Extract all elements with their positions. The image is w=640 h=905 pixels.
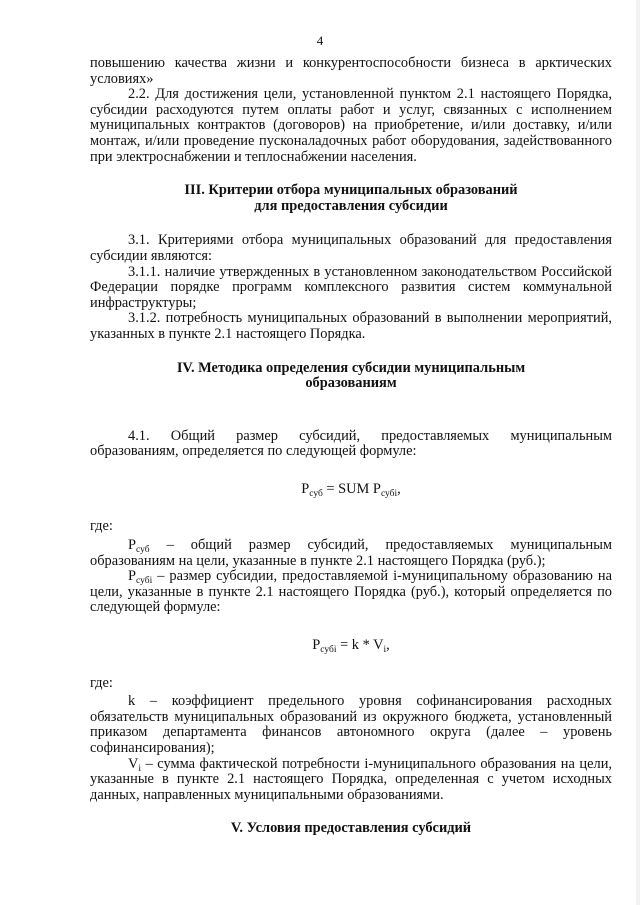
section-heading-4-line-2: образованиям [305,375,397,392]
section-heading-3-line-2: для предоставления субсидии [254,197,448,214]
section-heading-3-line-1: III. Критерии отбора муниципальных образований [184,182,518,199]
formula-subsidy-i: $P_{субi} = k * V_i$, [312,637,390,656]
definition-v-i: $V_i$ – сумма фактической потребности i-муниципального образования на цели, указанные в пункте 2.1 настоящего Порядка, определенная с учетом исходных данных, направленных муниципальными образованиями. [90,755,612,803]
section-heading-4 [90,361,612,392]
definition-k: k – коэффициент предельного уровня софинансирования расходных обязательств муниципальных образований из окружного бюджета, установленный приказом департамента финансов автономного округа (далее – уровень софинансирования); [90,693,612,756]
paragraph-2-2: 2.2. Для достижения цели, установленной пунктом 2.1 настоящего Порядка, субсидии расходуются путем оплаты работ и услуг, связанных с исполнением муниципальных контрактов (договоров) на приобретение, и/или доставку, и/или монтаж, и/или проведение пусконаладочных работ оборудования, задействованного при электроснабжении и теплоснабжении населения. [90,86,612,165]
document-body [90,56,612,856]
where-label-1: где: [90,518,113,535]
paragraph-3-1-1: 3.1.1. наличие утвержденных в установленном законодательством Российской Федерации порядке программ комплексного развития систем коммунальной инфраструктуры; [90,263,612,311]
spacer [90,411,612,429]
section-heading-4-line-1: IV. Методика определения субсидии муниципальным [176,359,526,376]
page-edge [636,0,640,905]
where-label-2: где: [90,674,113,691]
definition-p-sub-i: $P_{субi}$ – размер субсидии, предоставляемой i-муниципальному образованию на цели, указанные в пункте 2.1 настоящего Порядка (руб.), который определяется по следующей формуле: [90,568,612,616]
paragraph-4-1: 4.1. Общий размер субсидий, предоставляемых муниципальным образованиям, определяется по следующей формуле: [90,427,612,460]
page-number: 4 [316,33,324,48]
paragraph-3-1-2: 3.1.2. потребность муниципальных образований в выполнении мероприятий, указанных в пункте 2.1 настоящего Порядка. [90,310,612,342]
section-heading-5: V. Условия предоставления субсидий [230,820,472,837]
paragraph-continuation: повышению качества жизни и конкурентоспособности бизнеса в арктических условиях» [90,55,612,87]
definition-p-sub: $P_{суб}$ – общий размер субсидий, предоставляемых муниципальным образованиям на цели, указанные в пункте 2.1 настоящего Порядка (руб.); [90,537,612,569]
formula-total-subsidy: $P_{суб}$ = SUM $P_{субi}$, [301,480,401,499]
paragraph-3-1: 3.1. Критериями отбора муниципальных образований для предоставления субсидии являются: [90,232,612,264]
section-heading-3 [90,183,612,214]
